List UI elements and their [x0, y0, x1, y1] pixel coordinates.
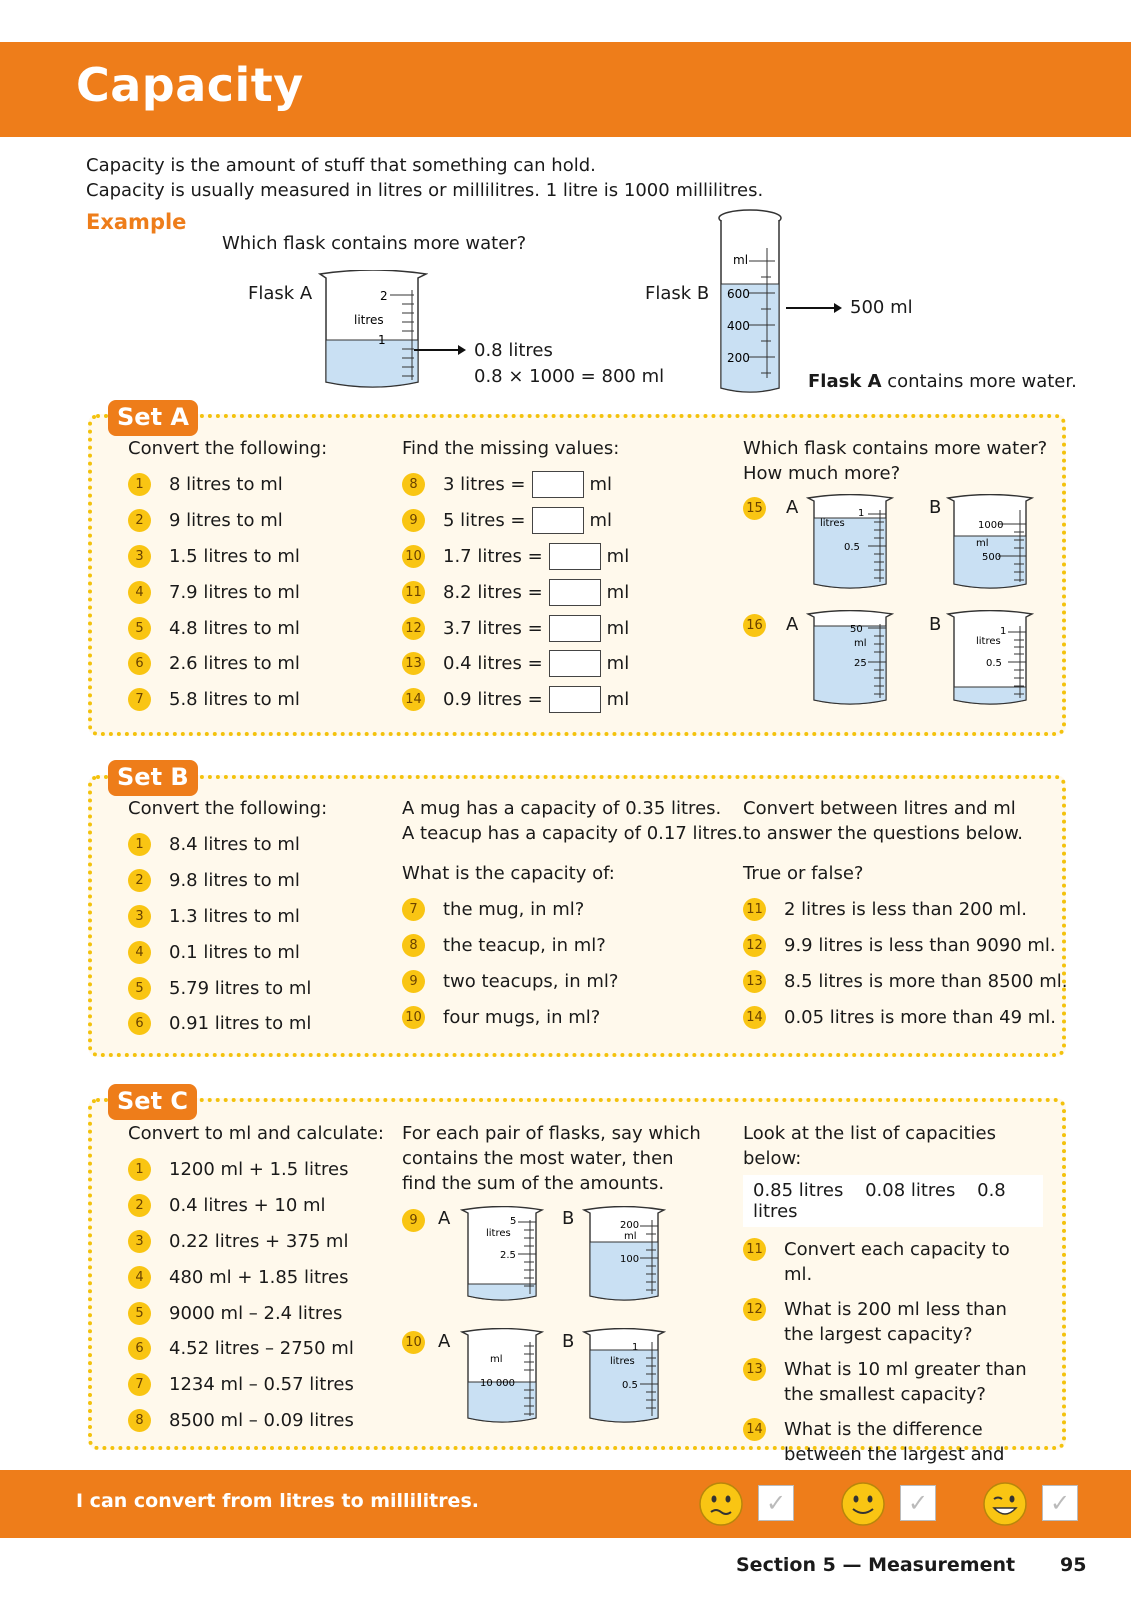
question-text: 5.79 litres to ml: [169, 977, 312, 999]
flask-b-tick-400: 400: [727, 319, 750, 333]
list-item: [402, 467, 629, 503]
self-assessment-checkbox[interactable]: ✓: [900, 1485, 936, 1521]
question-number-badge: 14: [402, 688, 425, 711]
set-a-col3-heading-1: Which flask contains more water?: [743, 438, 1048, 459]
flask-letter-a: A: [438, 1331, 451, 1352]
question-number-badge: 13: [402, 652, 425, 675]
set-c-col3-heading: Look at the list of capacities below:: [743, 1123, 996, 1169]
question-number-badge: 2: [128, 869, 151, 892]
set-a-col1-heading: Convert the following:: [128, 438, 328, 459]
question-number-badge: 12: [743, 934, 766, 957]
question-number-badge: 1: [128, 1158, 151, 1181]
intro-line-2: Capacity is usually measured in litres or millilitres. 1 litre is 1000 millilitres.: [86, 180, 764, 201]
beaker-mid-label: 10 000: [480, 1378, 515, 1389]
list-item: [402, 503, 629, 539]
question-number-badge: 16: [743, 614, 766, 637]
question-text: 8.2 litres =: [443, 581, 543, 603]
list-item: [128, 574, 327, 610]
beaker-top-label: 5: [510, 1216, 517, 1227]
set-c-col2-heading-1: For each pair of flasks, say which: [402, 1123, 701, 1144]
flask-letter-a: A: [786, 614, 799, 635]
question-text: 0.91 litres to ml: [169, 1013, 312, 1035]
beaker-unit: ml: [490, 1354, 503, 1365]
set-b-col3-intro-1: Convert between litres and ml: [743, 798, 1016, 819]
beaker-diagram: [460, 1328, 544, 1428]
question-text: 0.4 litres =: [443, 653, 543, 675]
question-number-badge: 12: [743, 1298, 766, 1321]
set-c-col1: [128, 1121, 384, 1438]
beaker-unit: litres: [976, 636, 1001, 647]
list-item: [128, 899, 327, 935]
set-c-col2-heading-3: find the sum of the amounts.: [402, 1173, 665, 1194]
question-number-badge: 11: [402, 581, 425, 604]
question-number-badge: 10: [402, 1331, 425, 1354]
question-text: 1.3 litres to ml: [169, 905, 300, 927]
question-number-badge: 6: [128, 1012, 151, 1035]
question-text: 7.9 litres to ml: [169, 581, 300, 603]
set-b-col2: [402, 796, 743, 1035]
question-text: 0.05 litres is more than 49 ml.: [784, 1006, 1056, 1028]
set-a-col2-list: [402, 467, 629, 718]
flask-b-tick-600: 600: [727, 287, 750, 301]
answer-box[interactable]: [549, 579, 601, 606]
question-text: 0.9 litres =: [443, 689, 543, 711]
question-number-badge: 12: [402, 617, 425, 640]
set-b-col2-intro-1: A mug has a capacity of 0.35 litres.: [402, 798, 722, 819]
list-item: [402, 999, 743, 1035]
question-text: 8500 ml – 0.09 litres: [169, 1409, 354, 1431]
question-text: four mugs, in ml?: [443, 1006, 601, 1028]
beaker-unit: ml: [624, 1231, 637, 1242]
question-number-badge: 6: [128, 1337, 151, 1360]
list-item: [128, 863, 327, 899]
flask-letter-b: B: [562, 1208, 575, 1229]
question-text: 9 litres to ml: [169, 510, 283, 532]
question-text: What is 10 ml greater than: [784, 1359, 1027, 1380]
question-number-badge: 10: [402, 545, 425, 568]
list-item: [128, 827, 327, 863]
question-text: 5.8 litres to ml: [169, 689, 300, 711]
question-number-badge: 1: [128, 833, 151, 856]
question-number-badge: 2: [128, 509, 151, 532]
beaker-diagram: [582, 1328, 666, 1428]
question-number-badge: 7: [128, 688, 151, 711]
beaker-diagram: [946, 610, 1034, 710]
set-b-col3-intro-2: to answer the questions below.: [743, 823, 1023, 844]
beaker-unit: litres: [820, 518, 845, 529]
list-item: [128, 1295, 384, 1331]
set-c-col1-heading: Convert to ml and calculate:: [128, 1123, 384, 1144]
set-b-label: Set B: [108, 760, 198, 796]
beaker-diagram: [806, 494, 894, 594]
list-item: [128, 1367, 384, 1403]
unit-label: ml: [606, 689, 630, 711]
winking-face-icon: [982, 1481, 1028, 1527]
question-text: 1200 ml + 1.5 litres: [169, 1159, 349, 1181]
question-number-badge: 13: [743, 970, 766, 993]
list-item: [743, 964, 1067, 1000]
list-item: [128, 467, 327, 503]
intro-line-1: Capacity is the amount of stuff that something can hold.: [86, 155, 596, 176]
question-number-badge: 5: [128, 1302, 151, 1325]
question-text: 4.52 litres – 2750 ml: [169, 1338, 354, 1360]
beaker-top-label: 1: [632, 1342, 639, 1353]
list-item: [402, 539, 629, 575]
question-number-badge: 11: [743, 1238, 766, 1261]
capacity-value: 0.8 litres: [753, 1180, 1006, 1222]
beaker-mid-label: 0.5: [986, 658, 1002, 669]
question-number-badge: 9: [402, 509, 425, 532]
list-item: [128, 539, 327, 575]
question-text: 1234 ml – 0.57 litres: [169, 1374, 354, 1396]
flask-b-diagram: [715, 208, 785, 398]
answer-box[interactable]: [549, 615, 601, 642]
page-title: Capacity: [76, 58, 304, 112]
page-number: 95: [1060, 1554, 1087, 1576]
arrow-icon: [414, 344, 466, 356]
question-text: 3.7 litres =: [443, 617, 543, 639]
question-text: 2.6 litres to ml: [169, 653, 300, 675]
arrow-icon: [786, 302, 842, 314]
question-number-badge: 2: [128, 1194, 151, 1217]
list-item: [402, 610, 629, 646]
question-text: 9.9 litres is less than 9090 ml.: [784, 935, 1056, 957]
beaker-top-label: 50: [850, 624, 863, 635]
example-question: Which flask contains more water?: [222, 233, 527, 254]
flask-letter-b: B: [929, 497, 942, 518]
answer-box[interactable]: [532, 507, 584, 534]
smiling-face-icon: [840, 1481, 886, 1527]
list-item: [128, 970, 327, 1006]
flask-a-reading-value: 0.8 litres: [474, 340, 553, 361]
list-item: [128, 1224, 384, 1260]
capacity-value: 0.08 litres: [865, 1180, 956, 1201]
question-text: 8 litres to ml: [169, 474, 283, 496]
question-text: 4.8 litres to ml: [169, 617, 300, 639]
question-number-badge: 3: [128, 905, 151, 928]
list-item: [128, 503, 327, 539]
list-item: [128, 610, 327, 646]
answer-box[interactable]: [549, 686, 601, 713]
question-text: 9000 ml – 2.4 litres: [169, 1302, 343, 1324]
list-item: [128, 1006, 327, 1042]
list-item: [128, 1331, 384, 1367]
list-item: [402, 574, 629, 610]
list-item: [743, 928, 1067, 964]
set-c-col2-heading: [402, 1121, 701, 1196]
flask-a-unit: litres: [354, 313, 384, 327]
confused-face-icon: [698, 1481, 744, 1527]
list-item: [128, 682, 327, 718]
question-number-badge: 3: [128, 1230, 151, 1253]
beaker-top-label: 200: [620, 1220, 640, 1231]
flask-a-label: Flask A: [248, 283, 313, 304]
answer-box[interactable]: [532, 471, 584, 498]
flask-letter-a: A: [438, 1208, 451, 1229]
answer-box[interactable]: [549, 543, 601, 570]
question-number-badge: 9: [402, 1209, 425, 1232]
question-text: the teacup, in ml?: [443, 935, 606, 957]
question-number-badge: 15: [743, 497, 766, 520]
question-number-badge: 13: [743, 1358, 766, 1381]
set-c-col2-heading-2: contains the most water, then: [402, 1148, 674, 1169]
question-number-badge: 5: [128, 617, 151, 640]
set-a-col3-heading-2: How much more?: [743, 463, 901, 484]
question-number-badge: 14: [743, 1006, 766, 1029]
self-assessment-checkbox[interactable]: ✓: [758, 1485, 794, 1521]
question-text: What is 200 ml less than: [784, 1299, 1007, 1320]
list-item: [128, 1188, 384, 1224]
beaker-mid-label: 500: [982, 552, 1002, 563]
set-a-col1-list: [128, 467, 327, 718]
beaker-top-label: 1000: [978, 520, 1004, 531]
set-b-col3-heading: True or false?: [743, 863, 864, 884]
flask-b-tick-200: 200: [727, 351, 750, 365]
beaker-diagram: [806, 610, 894, 710]
question-text: the largest capacity?: [784, 1324, 973, 1345]
unit-label: ml: [589, 474, 613, 496]
list-item: [128, 1259, 384, 1295]
list-item: [128, 1152, 384, 1188]
question-number-badge: 1: [128, 473, 151, 496]
question-text: 8.5 litres is more than 8500 ml.: [784, 970, 1068, 992]
set-a-col2: [402, 436, 629, 718]
question-number-badge: 8: [402, 473, 425, 496]
question-number-badge: 5: [128, 977, 151, 1000]
beaker-top-label: 1: [858, 508, 865, 519]
answer-box[interactable]: [549, 650, 601, 677]
set-b-col2-heading: What is the capacity of:: [402, 863, 615, 884]
list-item: [743, 892, 1067, 928]
flask-a-reading: [474, 338, 664, 390]
list-item: [128, 646, 327, 682]
list-item: [128, 934, 327, 970]
question-number-badge: 10: [402, 1006, 425, 1029]
beaker-unit: ml: [854, 638, 867, 649]
beaker-diagram: [582, 1206, 666, 1306]
list-item: [402, 646, 629, 682]
set-b-col3: [743, 796, 1067, 1035]
capacity-list: [743, 1175, 1043, 1227]
question-text: two teacups, in ml?: [443, 970, 619, 992]
set-b-col1-heading: Convert the following:: [128, 798, 328, 819]
beaker-top-label: 1: [1000, 626, 1007, 637]
question-text: 1.7 litres =: [443, 545, 543, 567]
question-number-badge: 4: [128, 1266, 151, 1289]
beaker-diagram: [460, 1206, 544, 1306]
question-text: Convert each capacity to ml.: [784, 1239, 1010, 1285]
question-text: 8.4 litres to ml: [169, 834, 300, 856]
question-text: 5 litres =: [443, 510, 526, 532]
list-item: [402, 928, 743, 964]
unit-label: ml: [606, 653, 630, 675]
beaker-unit: litres: [486, 1228, 511, 1239]
unit-label: ml: [606, 617, 630, 639]
beaker-unit: ml: [976, 538, 989, 549]
set-a-label: Set A: [108, 400, 198, 436]
capacity-value: 0.85 litres: [753, 1180, 844, 1201]
question-number-badge: 7: [128, 1373, 151, 1396]
list-item: [402, 682, 629, 718]
beaker-mid-label: 0.5: [622, 1380, 638, 1391]
flask-b-unit: ml: [733, 253, 749, 267]
intro-text: [86, 153, 763, 203]
learning-statement: I can convert from litres to millilitres.: [76, 1490, 479, 1512]
beaker-diagram: [946, 494, 1034, 594]
beaker-mid-label: 100: [620, 1254, 640, 1265]
question-number-badge: 3: [128, 545, 151, 568]
question-text: 9.8 litres to ml: [169, 870, 300, 892]
list-item: [402, 964, 743, 1000]
set-a-col1: [128, 436, 327, 718]
flask-letter-b: B: [929, 614, 942, 635]
list-item: [743, 1297, 1043, 1347]
question-number-badge: 4: [128, 581, 151, 604]
set-a-col2-heading: Find the missing values:: [402, 438, 620, 459]
section-label: Section 5 — Measurement: [736, 1554, 1016, 1576]
question-text: 480 ml + 1.85 litres: [169, 1266, 349, 1288]
list-item: [743, 999, 1067, 1035]
unit-label: ml: [606, 581, 630, 603]
beaker-mid-label: 25: [854, 658, 867, 669]
set-c-label: Set C: [108, 1084, 197, 1120]
list-item: [402, 892, 743, 928]
question-number-badge: 9: [402, 970, 425, 993]
flask-b-label: Flask B: [645, 283, 710, 304]
unit-label: ml: [589, 510, 613, 532]
question-text: 3 litres =: [443, 474, 526, 496]
question-number-badge: 4: [128, 941, 151, 964]
list-item: [128, 1403, 384, 1439]
flask-letter-a: A: [786, 497, 799, 518]
set-c-col3: [743, 1121, 1043, 1492]
beaker-mid-label: 0.5: [844, 542, 860, 553]
example-answer: [808, 371, 1077, 392]
flask-b-reading: 500 ml: [850, 297, 913, 318]
example-label: Example: [86, 210, 187, 234]
question-text: 0.22 litres + 375 ml: [169, 1230, 349, 1252]
beaker-unit: litres: [610, 1356, 635, 1367]
question-number-badge: 8: [128, 1409, 151, 1432]
question-text: 1.5 litres to ml: [169, 545, 300, 567]
question-text: the smallest capacity?: [784, 1384, 986, 1405]
flask-a-diagram: [318, 270, 428, 395]
question-number-badge: 11: [743, 898, 766, 921]
example-answer-bold: Flask A: [808, 371, 882, 392]
question-text: 2 litres is less than 200 ml.: [784, 899, 1028, 921]
set-b-col1: [128, 796, 327, 1042]
unit-label: ml: [606, 545, 630, 567]
question-text: between the largest and: [784, 1444, 1005, 1465]
question-number-badge: 8: [402, 934, 425, 957]
list-item: [743, 1357, 1043, 1407]
flask-a-tick-1: 1: [378, 333, 386, 347]
flask-a-calculation: 0.8 × 1000 = 800 ml: [474, 366, 665, 387]
question-text: What is the difference: [784, 1419, 983, 1440]
list-item: [743, 1237, 1043, 1287]
question-text: 0.1 litres to ml: [169, 941, 300, 963]
question-text: the mug, in ml?: [443, 899, 585, 921]
beaker-mid-label: 2.5: [500, 1250, 516, 1261]
question-number-badge: 7: [402, 898, 425, 921]
flask-a-tick-2: 2: [380, 289, 388, 303]
question-number-badge: 14: [743, 1418, 766, 1441]
set-b-col2-intro-2: A teacup has a capacity of 0.17 litres.: [402, 823, 743, 844]
question-number-badge: 6: [128, 652, 151, 675]
example-answer-rest: contains more water.: [887, 371, 1077, 392]
set-a-col3-heading: [743, 436, 1047, 486]
question-text: 0.4 litres + 10 ml: [169, 1195, 326, 1217]
flask-letter-b: B: [562, 1331, 575, 1352]
self-assessment-checkbox[interactable]: ✓: [1042, 1485, 1078, 1521]
